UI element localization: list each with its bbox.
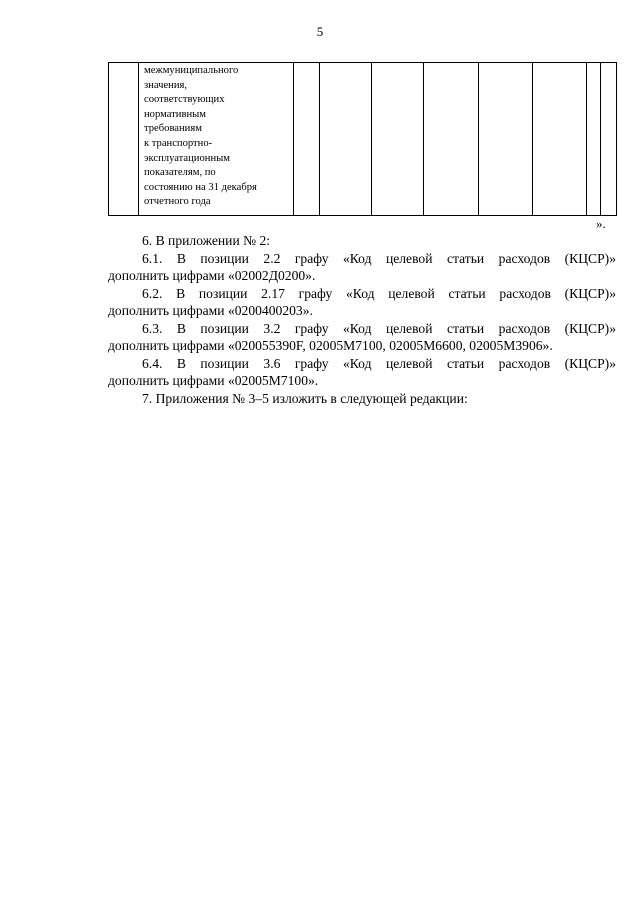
cell-line: значения, (144, 79, 188, 91)
table-cell-indicator (139, 63, 294, 216)
item-line: дополнить цифрами «02005M7100». (108, 373, 319, 388)
item-line: дополнить цифрами «020055390F, 02005M7100, 02005M6600, 02005M3906». (108, 338, 553, 353)
cell-line: отчетного года (144, 196, 211, 208)
continuation-table (108, 62, 616, 216)
table-cell-empty (320, 63, 372, 216)
table-cell-empty (424, 63, 479, 216)
table-cell-empty (294, 63, 320, 216)
table-cell-number (109, 63, 139, 216)
cell-line: межмуниципального (144, 65, 239, 76)
item-line: 6.2. В позиции 2.17 графу «Код целевой статьи расходов (КЦСР)» (142, 285, 616, 301)
table-cell-empty (479, 63, 533, 216)
section-heading: 6. В приложении № 2: (142, 233, 271, 248)
table-row (109, 63, 617, 216)
cell-line: к транспортно- (144, 137, 213, 149)
indicator-text (139, 63, 293, 210)
table-cell-empty (587, 63, 601, 216)
item-line: дополнить цифрами «02002Д0200». (108, 268, 316, 283)
final-paragraph: 7. Приложения № 3–5 изложить в следующей редакции: (142, 390, 468, 406)
cell-line: требованиям (144, 123, 202, 135)
cell-line: состоянию на 31 декабря (144, 181, 257, 193)
cell-line: показателям, по (144, 167, 216, 179)
page-number: 5 (316, 24, 324, 39)
table-cell-empty (533, 63, 587, 216)
item-line: 6.1. В позиции 2.2 графу «Код целевой статьи расходов (КЦСР)» (142, 250, 616, 266)
cell-line: нормативным (144, 108, 206, 120)
document-body (108, 232, 616, 407)
table-cell-empty (601, 63, 617, 216)
cell-line: эксплуатационным (144, 152, 230, 164)
item-line: 6.4. В позиции 3.6 графу «Код целевой статьи расходов (КЦСР)» (142, 355, 616, 371)
table-cell-empty (372, 63, 424, 216)
closing-quote: ». (596, 216, 606, 231)
cell-line: соответствующих (144, 94, 225, 106)
item-line: дополнить цифрами «0200400203». (108, 303, 313, 318)
item-line: 6.3. В позиции 3.2 графу «Код целевой статьи расходов (КЦСР)» (142, 320, 616, 336)
